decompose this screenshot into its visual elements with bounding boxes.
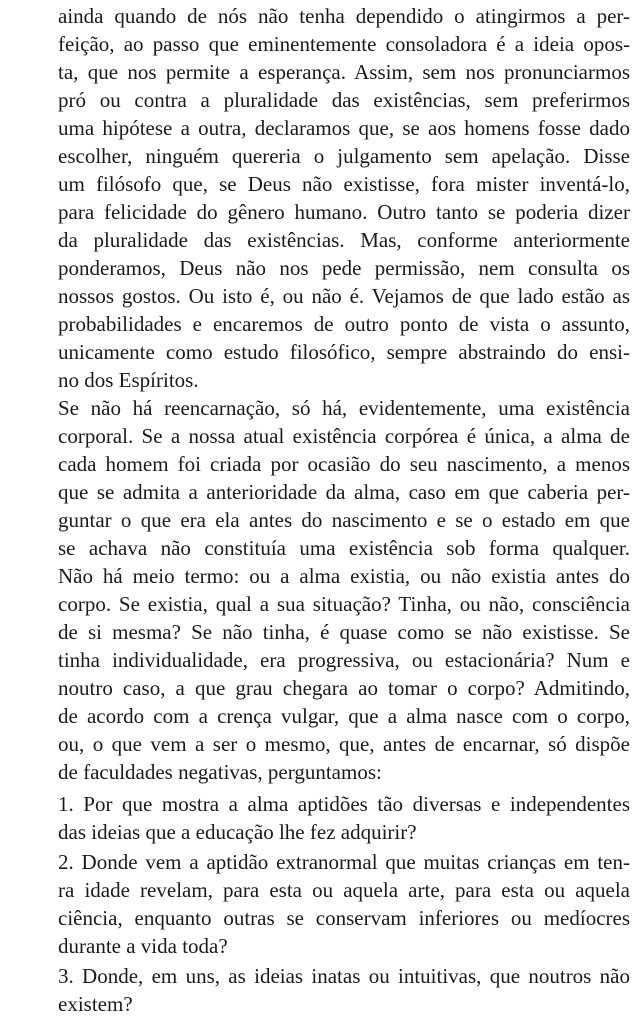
text-line: corpo. Se existia, qual a sua situação? Tinha, ou não, consciência [58,592,630,616]
text-line: uma hipótese a outra, declaramos que, se aos homens fosse dado [58,116,630,140]
text-line: da pluralidade das existências. Mas, conforme anteriormente [58,228,630,252]
text-line: escolher, ninguém quereria o julgamento sem apelação. Disse [58,144,630,168]
text-line: noutro caso, a que grau chegara ao tomar o corpo? Admitindo, [58,676,630,700]
text-line: ponderamos, Deus não nos pede permissão, nem consulta os [58,256,630,280]
text-line: Se não há reencarnação, só há, evidentemente, uma existência [58,396,630,420]
text-line: de si mesma? Se não tinha, é quase como se não existisse. Se [58,620,630,644]
text-line: no dos Espíritos. [58,368,199,392]
text-line: tinha individualidade, era progressiva, ou estacionária? Num e [58,648,630,672]
text-line: nossos gostos. Ou isto é, ou não é. Vejamos de que lado estão as [58,284,630,308]
text-line: feição, ao passo que eminentemente consoladora é a ideia opos- [58,32,630,56]
text-line: Não há meio termo: ou a alma existia, ou não existia antes do [58,564,630,588]
text-line: de faculdades negativas, perguntamos: [58,760,382,784]
text-line: unicamente como estudo filosófico, sempre abstraindo do ensi- [58,340,630,364]
text-line: se achava não constituía uma existência sob forma qualquer. [58,536,630,560]
text-line: 1. Por que mostra a alma aptidões tão diversas e independentes [58,792,630,816]
text-line: que se admita a anterioridade da alma, caso em que caberia per- [58,480,630,504]
text-line: um filósofo que, se Deus não existisse, fora mister inventá-lo, [58,172,630,196]
text-line: das ideias que a educação lhe fez adquirir? [58,820,417,844]
text-line: durante a vida toda? [58,934,228,958]
text-line: ainda quando de nós não tenha dependido o atingirmos a per- [58,4,630,28]
text-line: cada homem foi criada por ocasião do seu nascimento, a menos [58,452,630,476]
text-line: corporal. Se a nossa atual existência corpórea é única, a alma de [58,424,630,448]
text-line: para felicidade do gênero humano. Outro tanto se poderia dizer [58,200,630,224]
text-line: probabilidades e encaremos de outro ponto de vista o assunto, [58,312,630,336]
text-line: 2. Donde vem a aptidão extranormal que muitas crianças em ten- [58,850,630,874]
text-line: ciência, enquanto outras se conservam inferiores ou medíocres [58,906,630,930]
text-line: guntar o que era ela antes do nascimento e se o estado em que [58,508,630,532]
text-line: pró ou contra a pluralidade das existências, sem preferirmos [58,88,630,112]
text-line: existem? [58,992,133,1016]
text-line: ou, o que vem a ser o mesmo, que, antes de encarnar, só dispõe [58,732,630,756]
text-line: ra idade revelam, para esta ou aquela arte, para esta ou aquela [58,878,630,902]
text-line: de acordo com a crença vulgar, que a alma nasce com o corpo, [58,704,630,728]
text-line: ta, que nos permite a esperança. Assim, sem nos pronunciarmos [58,60,630,84]
text-line: 3. Donde, em uns, as ideias inatas ou intuitivas, que noutros não [58,964,630,988]
